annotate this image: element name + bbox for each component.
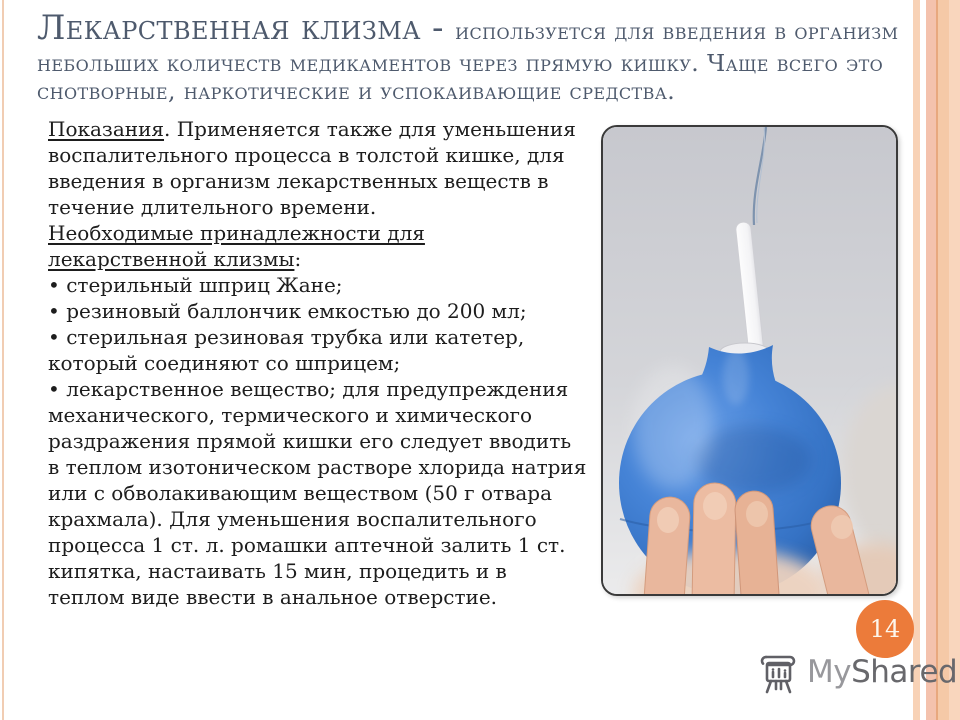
slide-title-lead: Лекарственная клизма - bbox=[37, 8, 456, 48]
bullet-text: стерильный шприц Жане; bbox=[66, 273, 343, 297]
bullet-text: резиновый баллончик емкостью до 200 мл; bbox=[66, 299, 527, 323]
left-border-stripe bbox=[2, 0, 4, 720]
bullet-item bbox=[48, 298, 588, 324]
easel-presentation-icon bbox=[756, 649, 800, 695]
slide-title bbox=[37, 8, 913, 105]
watermark-text-shared: Shared bbox=[851, 654, 958, 690]
enema-bulb-photo bbox=[601, 125, 898, 596]
bullet-text: лекарственное вещество; для предупреждения механического, термического и химического раздражения прямой кишки его следует вводить в теплом изотоническом растворе хлорида натрия или с обволакивающим веществом (50 г отвара крахмала). Для уменьшения воспалительного процесса 1 ст. л. ромашки аптечной залить 1 ст. кипятка, настаивать 15 мин, процедить и в теплом виде ввести в анальное отверстие. bbox=[48, 377, 587, 609]
right-stripe-2 bbox=[926, 0, 936, 720]
paragraph-supplies-heading bbox=[48, 220, 588, 272]
bullet-item bbox=[48, 376, 588, 610]
indications-heading: Показания bbox=[48, 117, 165, 141]
bullet-marker: • bbox=[48, 273, 60, 297]
page-number: 14 bbox=[869, 615, 901, 643]
bullet-item bbox=[48, 272, 588, 298]
right-stripe-4 bbox=[938, 0, 949, 720]
bullet-item bbox=[48, 324, 588, 376]
bullet-text: стерильная резиновая трубка или катетер, который соединяют со шприцем; bbox=[48, 325, 525, 375]
enema-bulb-illustration bbox=[603, 127, 896, 594]
paragraph-indications bbox=[48, 116, 588, 220]
watermark-text bbox=[807, 654, 957, 690]
slide-title-rest: используется для введения в организм небольших количеств медикаментов через прямую кишку. Чаще всего это снотворные, наркотические и успокаивающие средства. bbox=[37, 17, 899, 105]
bullet-marker: • bbox=[48, 299, 60, 323]
supplies-heading: Необходимые принадлежности для лекарственной клизмы bbox=[48, 221, 425, 271]
watermark-text-my: My bbox=[807, 654, 852, 690]
right-stripe-1 bbox=[913, 0, 920, 720]
slide-body bbox=[48, 116, 588, 610]
bulb-highlight bbox=[633, 365, 713, 489]
bullet-marker: • bbox=[48, 377, 60, 401]
indications-text: . Применяется также для уменьшения воспалительного процесса в толстой кишке, для введения в организм лекарственных веществ в течение длительного времени. bbox=[48, 117, 576, 219]
right-stripe-5 bbox=[949, 0, 960, 720]
neck-highlight bbox=[723, 349, 749, 405]
bullet-marker: • bbox=[48, 325, 60, 349]
supplies-colon: : bbox=[294, 247, 302, 271]
myshared-watermark bbox=[756, 648, 957, 696]
